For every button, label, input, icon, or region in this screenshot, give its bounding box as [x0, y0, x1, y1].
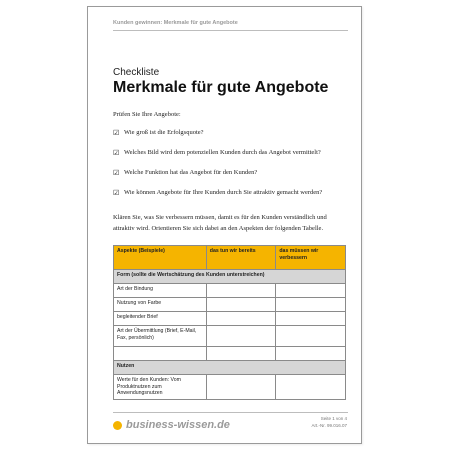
table-cell-aspect: Werte für den Kunden: Vom Produktnutzen zum Anwendungsnutzen — [114, 375, 207, 400]
brand-name: business-wissen.de — [126, 419, 230, 431]
column-header-aspects: Aspekte (Beispiele) — [114, 246, 207, 270]
table-cell-done[interactable] — [206, 284, 276, 298]
table-cell-done[interactable] — [206, 375, 276, 400]
table-cell-done[interactable] — [206, 312, 276, 326]
table-cell-done[interactable] — [206, 347, 276, 361]
page-meta — [311, 415, 347, 429]
column-header-done: das tun wir bereits — [206, 246, 276, 270]
table-row — [114, 284, 346, 298]
intro-text: Prüfen Sie Ihre Angebote: — [113, 111, 181, 118]
table-cell-aspect: Art der Übermittlung (Brief, E-Mail, Fax, persönlich) — [114, 326, 207, 347]
brand-dot-icon — [113, 421, 122, 430]
checklist-item-text: Welche Funktion hat das Angebot für den Kunden? — [124, 169, 258, 176]
checklist — [113, 127, 343, 207]
footer-divider — [113, 412, 348, 413]
table-cell-aspect — [114, 347, 207, 361]
aspects-table — [113, 245, 346, 400]
table-cell-improve[interactable] — [276, 347, 346, 361]
table-cell-improve[interactable] — [276, 284, 346, 298]
checklist-item — [113, 187, 343, 199]
section-label-form: Form (sollte die Wertschätzung des Kunden unterstreichen) — [114, 270, 346, 284]
table-row — [114, 326, 346, 347]
header-divider — [113, 30, 348, 31]
checklist-item-text: Wie können Angebote für Ihre Kunden durch Sie attraktiv gemacht werden? — [124, 189, 323, 196]
instruction-paragraph: Klären Sie, was Sie verbessern müssen, damit es für den Kunden verständlich und attraktiv wird. Orientieren Sie sich dabei an den Aspekten der folgenden Tabelle. — [113, 214, 327, 232]
table-row — [114, 347, 346, 361]
checkbox-icon: ☑ — [113, 129, 120, 137]
running-header: Kunden gewinnen: Merkmale für gute Angebote — [113, 20, 238, 26]
brand-logo — [113, 419, 230, 431]
table-cell-done[interactable] — [206, 326, 276, 347]
table-cell-aspect: begleitender Brief — [114, 312, 207, 326]
checklist-item — [113, 127, 343, 139]
table-row — [114, 312, 346, 326]
article-number: Art.-Nr. 99.016.07 — [311, 423, 347, 428]
table-cell-aspect: Art der Bindung — [114, 284, 207, 298]
section-label-nutzen: Nutzen — [114, 361, 346, 375]
table-cell-done[interactable] — [206, 298, 276, 312]
checkbox-icon: ☑ — [113, 169, 120, 177]
table-header-row — [114, 246, 346, 270]
table-row — [114, 375, 346, 400]
checkbox-icon: ☑ — [113, 149, 120, 157]
table-cell-aspect: Nutzung von Farbe — [114, 298, 207, 312]
document-kicker: Checkliste — [113, 67, 160, 78]
table-row — [114, 298, 346, 312]
document-page — [87, 6, 362, 444]
checkbox-icon: ☑ — [113, 189, 120, 197]
checklist-item — [113, 167, 343, 179]
table-section-row — [114, 361, 346, 375]
table-cell-improve[interactable] — [276, 375, 346, 400]
page-number: Seite 1 von 4 — [320, 416, 347, 421]
table-section-row — [114, 270, 346, 284]
table-cell-improve[interactable] — [276, 312, 346, 326]
checklist-item-text: Welches Bild wird dem potenziellen Kunden durch das Angebot vermittelt? — [124, 149, 321, 156]
table-cell-improve[interactable] — [276, 326, 346, 347]
page-title: Merkmale für gute Angebote — [113, 79, 329, 96]
checklist-item-text: Wie groß ist die Erfolgsquote? — [124, 129, 204, 136]
table-cell-improve[interactable] — [276, 298, 346, 312]
checklist-item — [113, 147, 343, 159]
column-header-improve: das müssen wir verbessern — [276, 246, 346, 270]
